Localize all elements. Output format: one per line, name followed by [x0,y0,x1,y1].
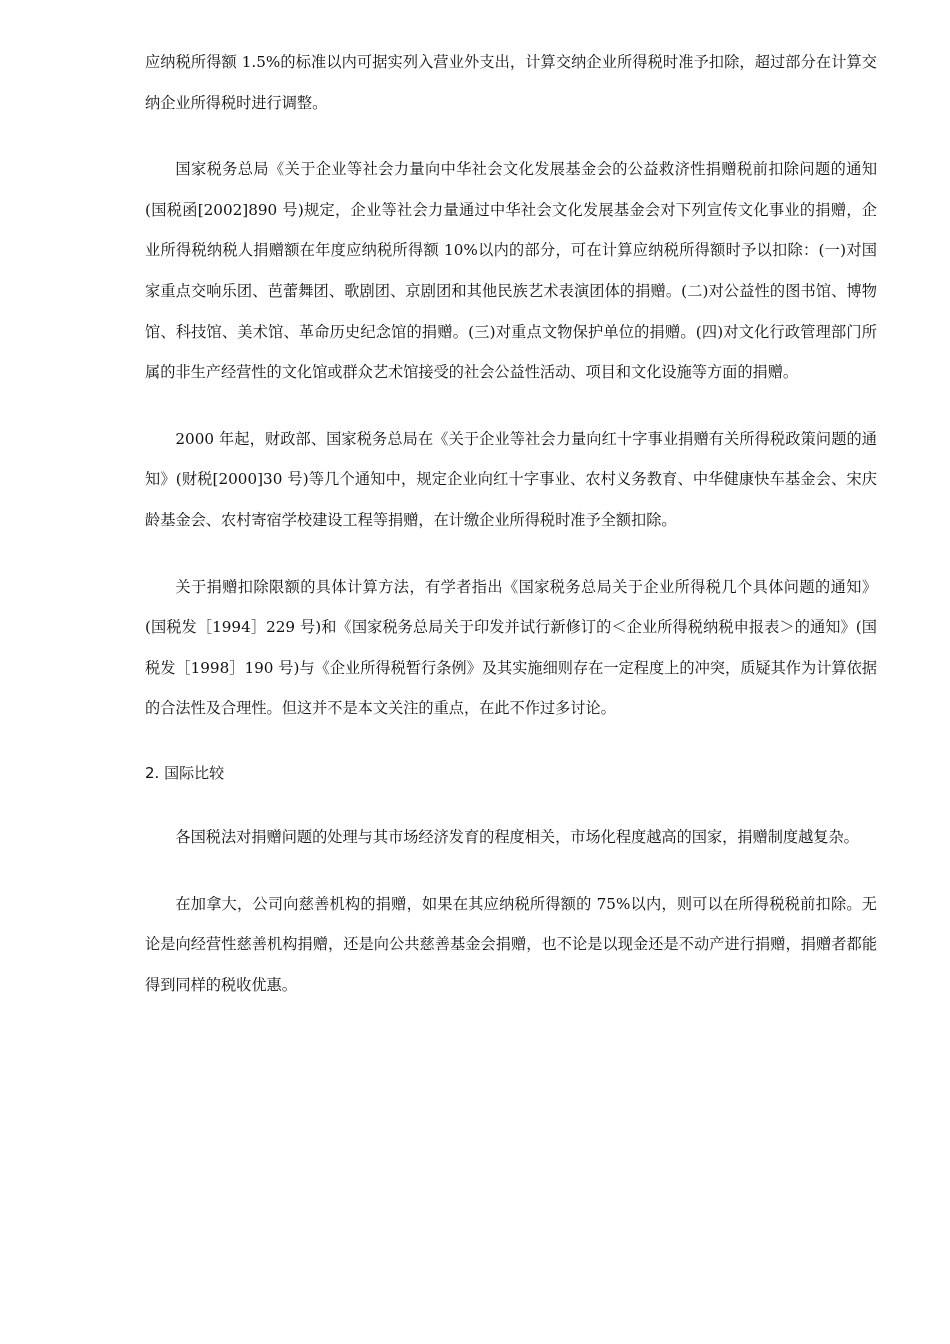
paragraph-canada: 在加拿大，公司向慈善机构的捐赠，如果在其应纳税所得额的 75%以内，则可以在所得税税前扣除。无论是向经营性慈善机构捐赠，还是向公共慈善基金会捐赠，也不论是以现金还是不动产进行捐赠，捐赠者都能得到同样的税收优惠。 [145,894,877,994]
paragraph-international-overview: 各国税法对捐赠问题的处理与其市场经济发育的程度相关，市场化程度越高的国家，捐赠制度越复杂。 [175,827,859,846]
paragraph-culture-fund-donation: 国家税务总局《关于企业等社会力量向中华社会文化发展基金会的公益救济性捐赠税前扣除问题的通知 (国税函[2002]890 号)规定，企业等社会力量通过中华社会文化发展基金会对下列宣传文化事业的捐赠，企业所得税纳税人捐赠额在年度应纳税所得额 10%以内的部分，可在计算应纳税所得额时予以扣除：(一)对国家重点交响乐团、芭蕾舞团、歌剧团、京剧团和其他民族艺术表演团体的捐赠。(二)对公益性的图书馆、博物馆、科技馆、美术馆、革命历史纪念馆的捐赠。(三)对重点文物保护单位的捐赠。(四)对文化行政管理部门所属的非生产经营性的文化馆或群众艺术馆接受的社会公益性活动、项目和文化设施等方面的捐赠。 [145,160,893,382]
paragraph-deduction-calculation: 关于捐赠扣除限额的具体计算方法，有学者指出《国家税务总局关于企业所得税几个具体问题的通知》(国税发［1994］229 号)和《国家税务总局关于印发并试行新修订的＜企业所得税纳税申报表＞的通知》(国税发［1998］190 号)与《企业所得税暂行条例》及其实施细则存在一定程度上的冲突，质疑其作为计算依据的合法性及合理性。但这并不是本文关注的重点，在此不作过多讨论。 [145,577,877,718]
section-heading: 2. 国际比较 [145,763,225,782]
paragraph-continuation: 应纳税所得额 1.5%的标准以内可据实列入营业外支出，计算交纳企业所得税时准予扣除，超过部分在计算交纳企业所得税时进行调整。 [145,53,877,112]
document-page [145,42,893,1005]
paragraph-red-cross-donation: 2000 年起，财政部、国家税务总局在《关于企业等社会力量向红十字事业捐赠有关所得税政策问题的通知》(财税[2000]30 号)等几个通知中，规定企业向红十字事业、农村义务教育、中华健康快车基金会、宋庆龄基金会、农村寄宿学校建设工程等捐赠，在计缴企业所得税时准予全额扣除。 [145,429,877,529]
